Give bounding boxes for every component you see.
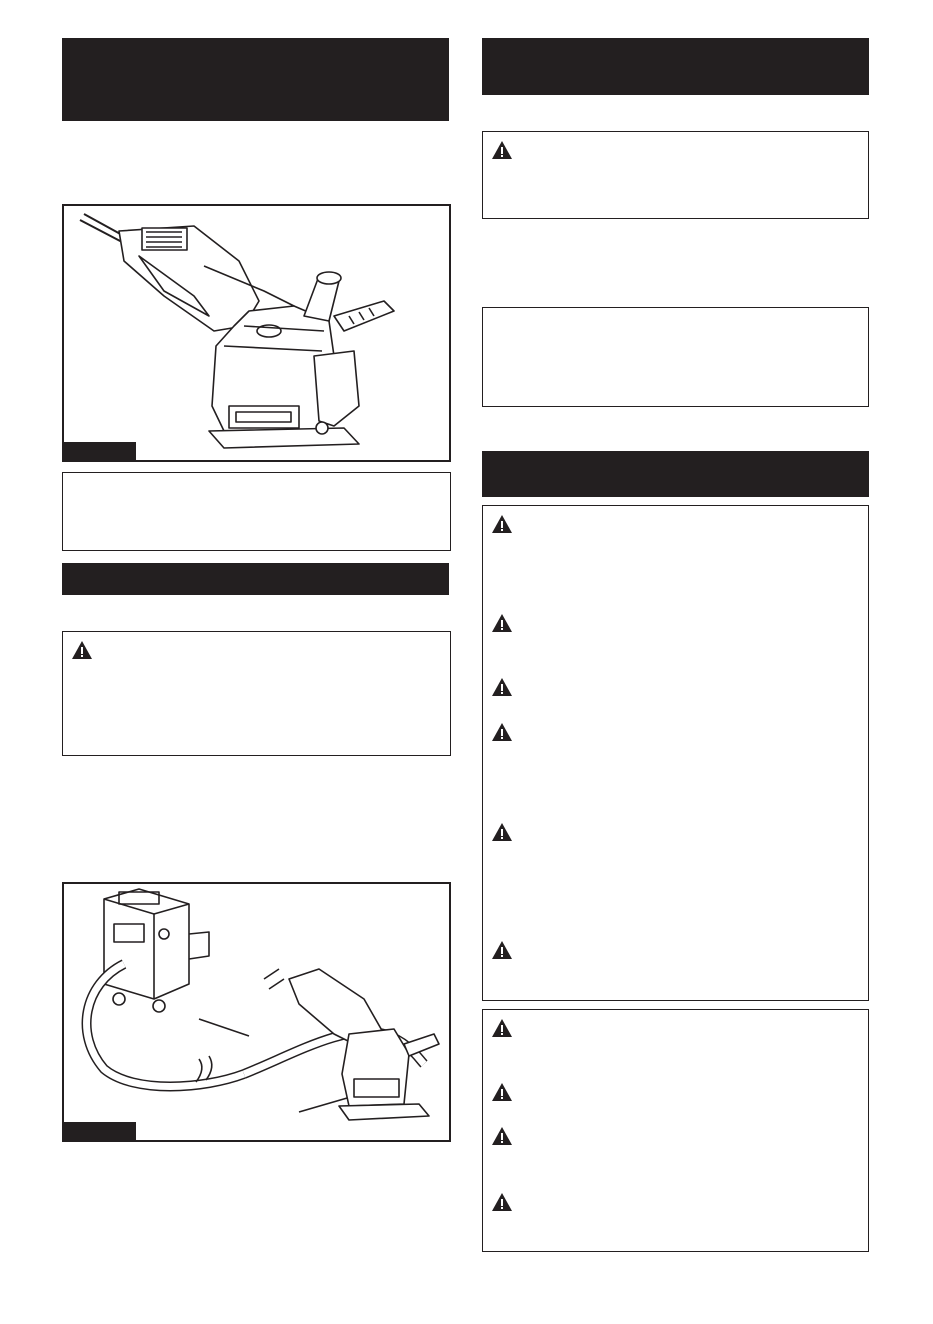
section-header-right-mid xyxy=(482,451,869,497)
warning-triangle-icon xyxy=(491,1018,513,1038)
vacuum-cleaner-connection-illustration xyxy=(64,884,449,1140)
warning-triangle-icon xyxy=(491,1192,513,1212)
warning-triangle-icon xyxy=(491,822,513,842)
warning-triangle-icon xyxy=(71,640,93,660)
warning-box-right-1 xyxy=(482,131,869,219)
warning-triangle-icon xyxy=(491,1126,513,1146)
wall-chaser-illustration xyxy=(64,206,449,460)
warning-triangle-icon xyxy=(491,514,513,534)
figure-2 xyxy=(62,882,451,1142)
section-header-left-top xyxy=(62,38,449,121)
section-header-right-top xyxy=(482,38,869,95)
figure-2-label-tab xyxy=(64,1122,136,1140)
warning-triangle-icon xyxy=(491,940,513,960)
warning-box-right-2 xyxy=(482,505,869,1001)
warning-triangle-icon xyxy=(491,677,513,697)
warning-triangle-icon xyxy=(491,613,513,633)
warning-triangle-icon xyxy=(491,1082,513,1102)
figure-1-label-tab xyxy=(64,442,136,460)
warning-box-left xyxy=(62,631,451,756)
warning-triangle-icon xyxy=(491,140,513,160)
note-box-left xyxy=(62,472,451,551)
figure-1 xyxy=(62,204,451,462)
section-header-left-mid xyxy=(62,563,449,595)
warning-triangle-icon xyxy=(491,722,513,742)
note-box-right xyxy=(482,307,869,407)
warning-box-right-3 xyxy=(482,1009,869,1252)
